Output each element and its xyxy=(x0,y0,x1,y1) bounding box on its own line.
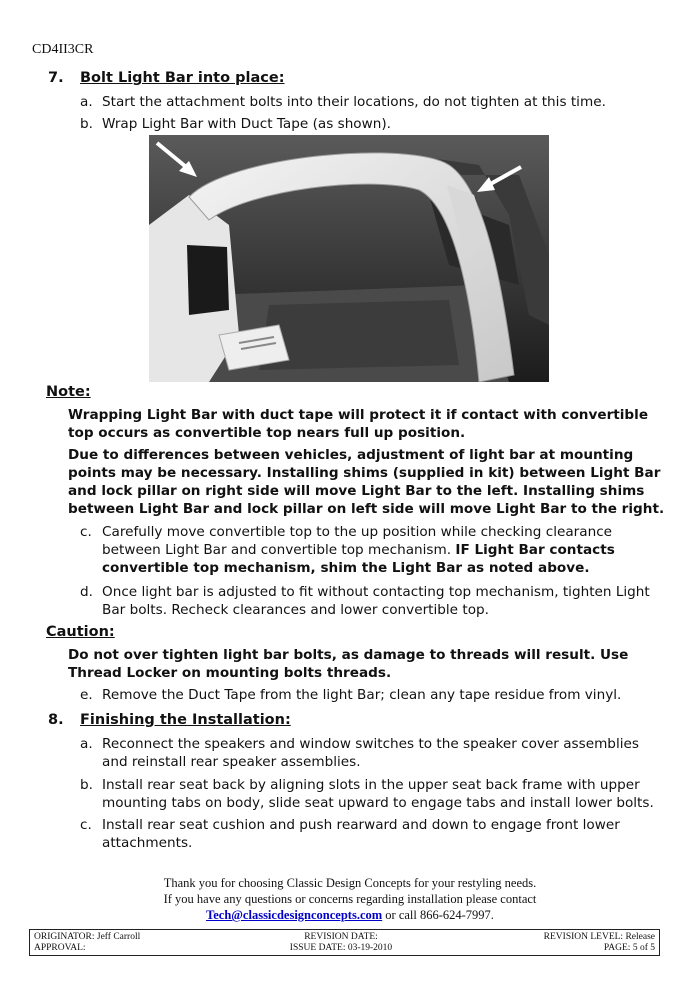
approval-field: APPROVAL: xyxy=(34,943,86,953)
section-8-heading xyxy=(48,712,291,728)
step-7e-text: Remove the Duct Tape from the light Bar; clean any tape residue from vinyl. xyxy=(102,687,622,703)
step-7a-text: Start the attachment bolts into their locations, do not tighten at this time. xyxy=(102,94,606,110)
revision-level-field: REVISION LEVEL: Release xyxy=(543,932,655,942)
footer-contact-line: If you have any questions or concerns regarding installation please contact xyxy=(163,892,537,906)
step-8b-text: Install rear seat back by aligning slots in the upper seat back frame with upper mounting tabs on body, slide seat upward to engage tabs and install lower bolts. xyxy=(102,777,654,811)
step-8c-text: Install rear seat cushion and push rearward and down to engage front lower attachments. xyxy=(102,817,620,851)
step-8a-text: Reconnect the speakers and window switches to the speaker cover assemblies and reinstall rear speaker assemblies. xyxy=(102,736,639,770)
support-phone-text: or call 866-624-7997. xyxy=(382,908,494,922)
step-8b xyxy=(80,776,668,812)
caution-text: Do not over tighten light bar bolts, as damage to threads will result. Use Thread Locker on mounting bolts threads. xyxy=(68,647,629,681)
step-8c xyxy=(80,816,668,852)
step-7c-label: c. xyxy=(80,524,92,540)
step-7b-label: b. xyxy=(80,116,93,132)
note-paragraph-1: Wrapping Light Bar with duct tape will protect it if contact with convertible top occurs as convertible top nears full up position. xyxy=(68,407,649,441)
step-7c xyxy=(80,523,668,577)
step-7d xyxy=(80,583,668,619)
section-8-title: Finishing the Installation: xyxy=(80,712,291,728)
step-7e xyxy=(80,686,668,704)
step-8a-label: a. xyxy=(80,736,93,752)
footer-thanks-line: Thank you for choosing Classic Design Concepts for your restyling needs. xyxy=(163,876,537,890)
section-7-heading xyxy=(48,70,285,86)
step-8c-label: c. xyxy=(80,817,92,833)
support-email-link[interactable]: Tech@classicdesignconcepts.com xyxy=(206,908,383,922)
step-7a-label: a. xyxy=(80,94,93,110)
note-paragraph-2: Due to differences between vehicles, adjustment of light bar at mounting points may be necessary. Installing shims (supplied in kit) between Light Bar and lock pillar on right side will move Light Bar to the left. Installing shims between Light Bar and lock pillar on left side will move Light Bar to the right. xyxy=(68,447,665,517)
document-id: CD4II3CR xyxy=(32,42,94,57)
step-7b-text: Wrap Light Bar with Duct Tape (as shown). xyxy=(102,116,391,132)
step-7d-label: d. xyxy=(80,584,93,600)
light-bar-photo xyxy=(149,135,549,382)
note-heading: Note: xyxy=(46,384,91,400)
light-bar-photo-illustration xyxy=(149,135,549,382)
step-8b-label: b. xyxy=(80,777,93,793)
issue-date-field: ISSUE DATE: 03-19-2010 xyxy=(289,943,393,953)
step-7c-text: Carefully move convertible top to the up position while checking clearance between Light Bar and convertible top mechanism. xyxy=(102,524,613,558)
title-block xyxy=(29,929,660,956)
footer-contact-details xyxy=(0,907,700,923)
section-8-number: 8. xyxy=(48,712,64,728)
step-8a xyxy=(80,735,668,771)
page-number-field: PAGE: 5 of 5 xyxy=(603,943,655,953)
step-7a xyxy=(80,93,670,111)
originator-field: ORIGINATOR: Jeff Carroll xyxy=(34,932,141,942)
caution-heading: Caution: xyxy=(46,624,115,640)
revision-date-field: REVISION DATE: xyxy=(304,932,378,942)
section-7-title: Bolt Light Bar into place: xyxy=(80,70,285,86)
step-7d-text: Once light bar is adjusted to fit without contacting top mechanism, tighten Light Bar bolts. Recheck clearances and lower convertible top. xyxy=(102,584,650,618)
step-7e-label: e. xyxy=(80,687,93,703)
step-7c-bold-text: IF Light Bar contacts convertible top mechanism, shim the Light Bar as noted above. xyxy=(102,542,615,576)
step-7b xyxy=(80,115,670,133)
section-7-number: 7. xyxy=(48,70,64,86)
